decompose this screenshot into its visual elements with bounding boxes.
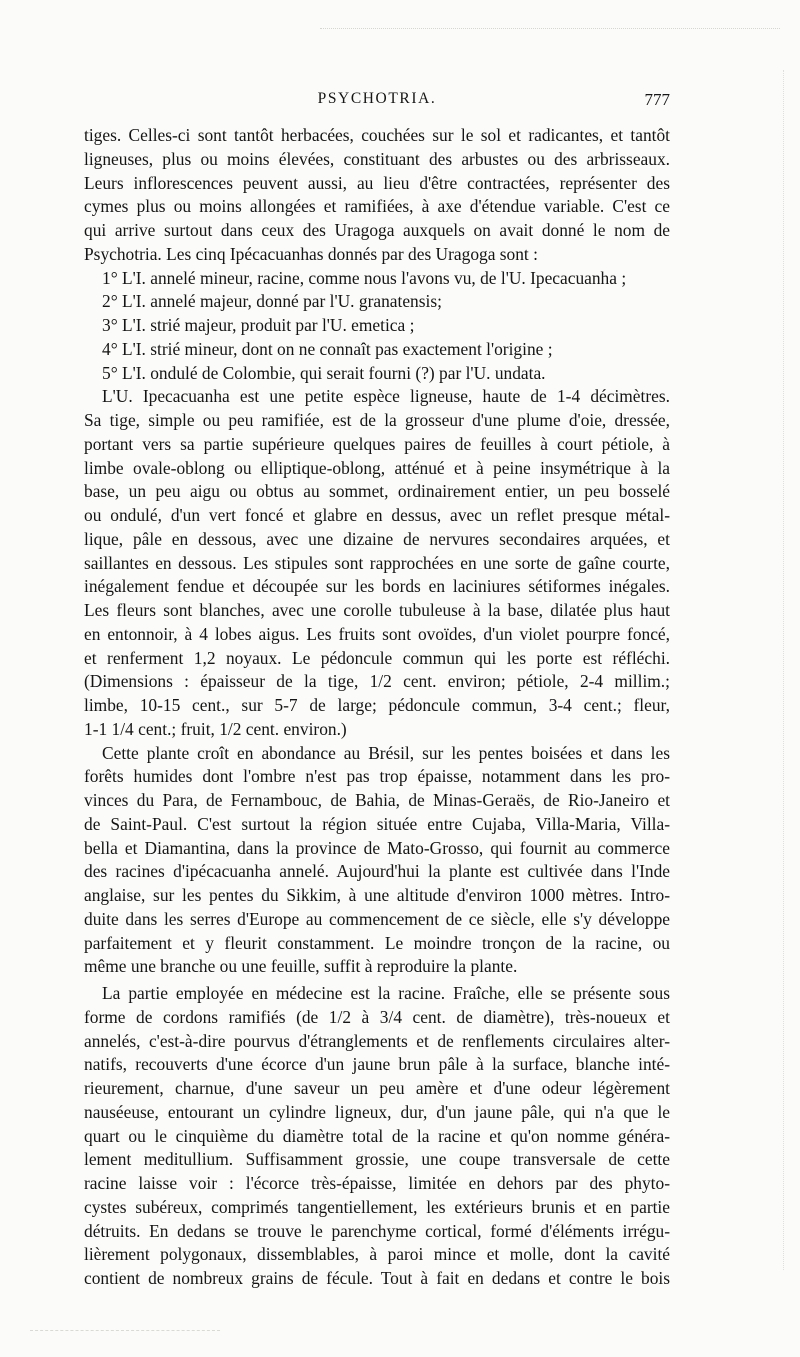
text-line: racine laisse voir : l'écorce très-épaisse, limitée en dehors par des phyto- xyxy=(84,1173,670,1193)
text-line: qui arrive surtout dans ceux des Uragoga auxquels on avait donné le nom de xyxy=(84,220,670,240)
text-line: Leurs inflorescences peuvent aussi, au lieu d'être contractées, représenter des xyxy=(84,172,670,193)
running-head: PSYCHOTRIA. xyxy=(317,90,437,107)
text-line: saillantes en dessous. Les stipules sont rapprochées en une sorte de gaîne courte, xyxy=(84,552,670,573)
scan-noise-top xyxy=(320,28,780,35)
text-line: tiges. Celles-ci sont tantôt herbacées, couchées sur le sol et radicantes, et tantôt xyxy=(84,125,670,145)
text-line: lièrement polygonaux, dissemblables, à paroi mince et molle, dont la cavité xyxy=(84,1244,670,1265)
text-line: lement meditullium. Suffisamment grossie, une coupe transversale de cette xyxy=(84,1149,670,1170)
list-item: 5° L'I. ondulé de Colombie, qui serait fourni (?) par l'U. undata. xyxy=(102,362,546,383)
text-line: vinces du Para, de Fernambouc, de Bahia, de Minas-Geraës, de Rio-Janeiro et xyxy=(84,790,670,810)
text-line: et renferment 1,2 noyaux. Le pédoncule commun qui les porte est réfléchi. xyxy=(84,647,670,668)
text-line: 1-1 1/4 cent.; fruit, 1/2 cent. environ.) xyxy=(84,718,347,739)
text-line: ou ondulé, d'un vert foncé et glabre en dessus, avec un reflet presque métal- xyxy=(84,505,670,525)
text-line: annelés, c'est-à-dire pourvus d'étranglements et de renflements circulaires alter- xyxy=(84,1030,670,1051)
text-line: même une branche ou une feuille, suffit à reproduire la plante. xyxy=(84,956,518,977)
text-line: portant vers sa partie supérieure quelques paires de feuilles à court pétiole, à xyxy=(84,433,670,454)
text-line: limbe, 10-15 cent., sur 5-7 de large; pédoncule commun, 3-4 cent.; fleur, xyxy=(84,695,670,715)
page-header xyxy=(84,90,670,114)
text-line: La partie employée en médecine est la racine. Fraîche, elle se présente sous xyxy=(102,983,670,1003)
text-line: Cette plante croît en abondance au Brésil, sur les pentes boisées et dans les xyxy=(102,742,670,763)
text-line: forme de cordons ramifiés (de 1/2 à 3/4 cent. de diamètre), très-noueux et xyxy=(84,1006,670,1027)
text-line: cymes plus ou moins allongées et ramifiées, à axe d'étendue variable. C'est ce xyxy=(84,196,670,217)
text-line: duite dans les serres d'Europe au commencement de ce siècle, elle s'y développe xyxy=(84,908,670,929)
text-line: (Dimensions : épaisseur de la tige, 1/2 cent. environ; pétiole, 2-4 millim.; xyxy=(84,671,670,692)
scan-noise-margin xyxy=(757,70,784,1270)
text-line: en entonnoir, à 4 lobes aigus. Les fruits sont ovoïdes, d'un violet pourpre foncé, xyxy=(84,623,670,644)
text-line: nauséeuse, entourant un cylindre ligneux, dur, d'un jaune pâle, qui n'a que le xyxy=(84,1101,670,1122)
text-line: base, un peu aigu ou obtus au sommet, ordinairement entier, un peu bosselé xyxy=(84,481,670,502)
body-text xyxy=(84,124,670,1291)
text-line: détruits. En dedans se trouve le parenchyme cortical, formé d'éléments irrégu- xyxy=(84,1220,670,1241)
text-line: anglaise, sur les pentes du Sikkim, à une altitude d'environ 1000 mètres. Intro- xyxy=(84,885,670,905)
text-line: L'U. Ipecacuanha est une petite espèce ligneuse, haute de 1-4 décimètres. xyxy=(102,386,670,407)
text-line: quart ou le cinquième du diamètre total de la racine et qu'on nomme généra- xyxy=(84,1125,670,1146)
text-line: forêts humides dont l'ombre n'est pas trop épaisse, notamment dans les pro- xyxy=(84,766,670,787)
text-line: ligneuses, plus ou moins élevées, constituant des arbustes ou des arbrisseaux. xyxy=(84,148,670,169)
text-line: contient de nombreux grains de fécule. Tout à fait en dedans et contre le bois xyxy=(84,1268,670,1288)
list-item: 2° L'I. annelé majeur, donné par l'U. granatensis; xyxy=(102,291,442,312)
text-line: limbe ovale-oblong ou elliptique-oblong, atténué et à peine insymétrique à la xyxy=(84,457,670,478)
scan-noise-bottom xyxy=(30,1330,220,1335)
list-item: 1° L'I. annelé mineur, racine, comme nous l'avons vu, de l'U. Ipecacuanha ; xyxy=(102,267,627,288)
text-line: cystes subéreux, comprimés tangentiellement, les extérieurs brunis et en partie xyxy=(84,1196,670,1217)
text-line: parfaitement et y fleurit constamment. Le moindre tronçon de la racine, ou xyxy=(84,932,670,953)
text-line: Psychotria. Les cinq Ipécacuanhas donnés par des Uragoga sont : xyxy=(84,243,538,264)
text-line: Les fleurs sont blanches, avec une corolle tubuleuse à la base, dilatée plus haut xyxy=(84,600,670,620)
text-line: lique, pâle en dessous, avec une dizaine de nervures secondaires arquées, et xyxy=(84,528,670,549)
list-item: 4° L'I. strié mineur, dont on ne connaît pas exactement l'origine ; xyxy=(102,338,553,359)
text-line: des racines d'ipécacuanha annelé. Aujourd'hui la plante est cultivée dans l'Inde xyxy=(84,861,670,882)
page-number: 777 xyxy=(644,90,670,109)
text-line: bella et Diamantina, dans la province de Mato-Grosso, qui fournit au commerce xyxy=(84,837,670,858)
text-line: rieurement, charnue, d'une saveur un peu amère et d'une odeur légèrement xyxy=(84,1078,670,1098)
text-line: de Saint-Paul. C'est surtout la région située entre Cujaba, Villa-Maria, Villa- xyxy=(84,813,670,834)
text-line: inégalement fendue et découpée sur les bords en laciniures sétiformes inégales. xyxy=(84,576,670,597)
text-line: Sa tige, simple ou peu ramifiée, est de la grosseur d'une plume d'oie, dressée, xyxy=(84,410,670,430)
text-line: natifs, recouverts d'une écorce d'un jaune brun pâle à la surface, blanche inté- xyxy=(84,1054,670,1075)
list-item: 3° L'I. strié majeur, produit par l'U. emetica ; xyxy=(102,315,415,335)
